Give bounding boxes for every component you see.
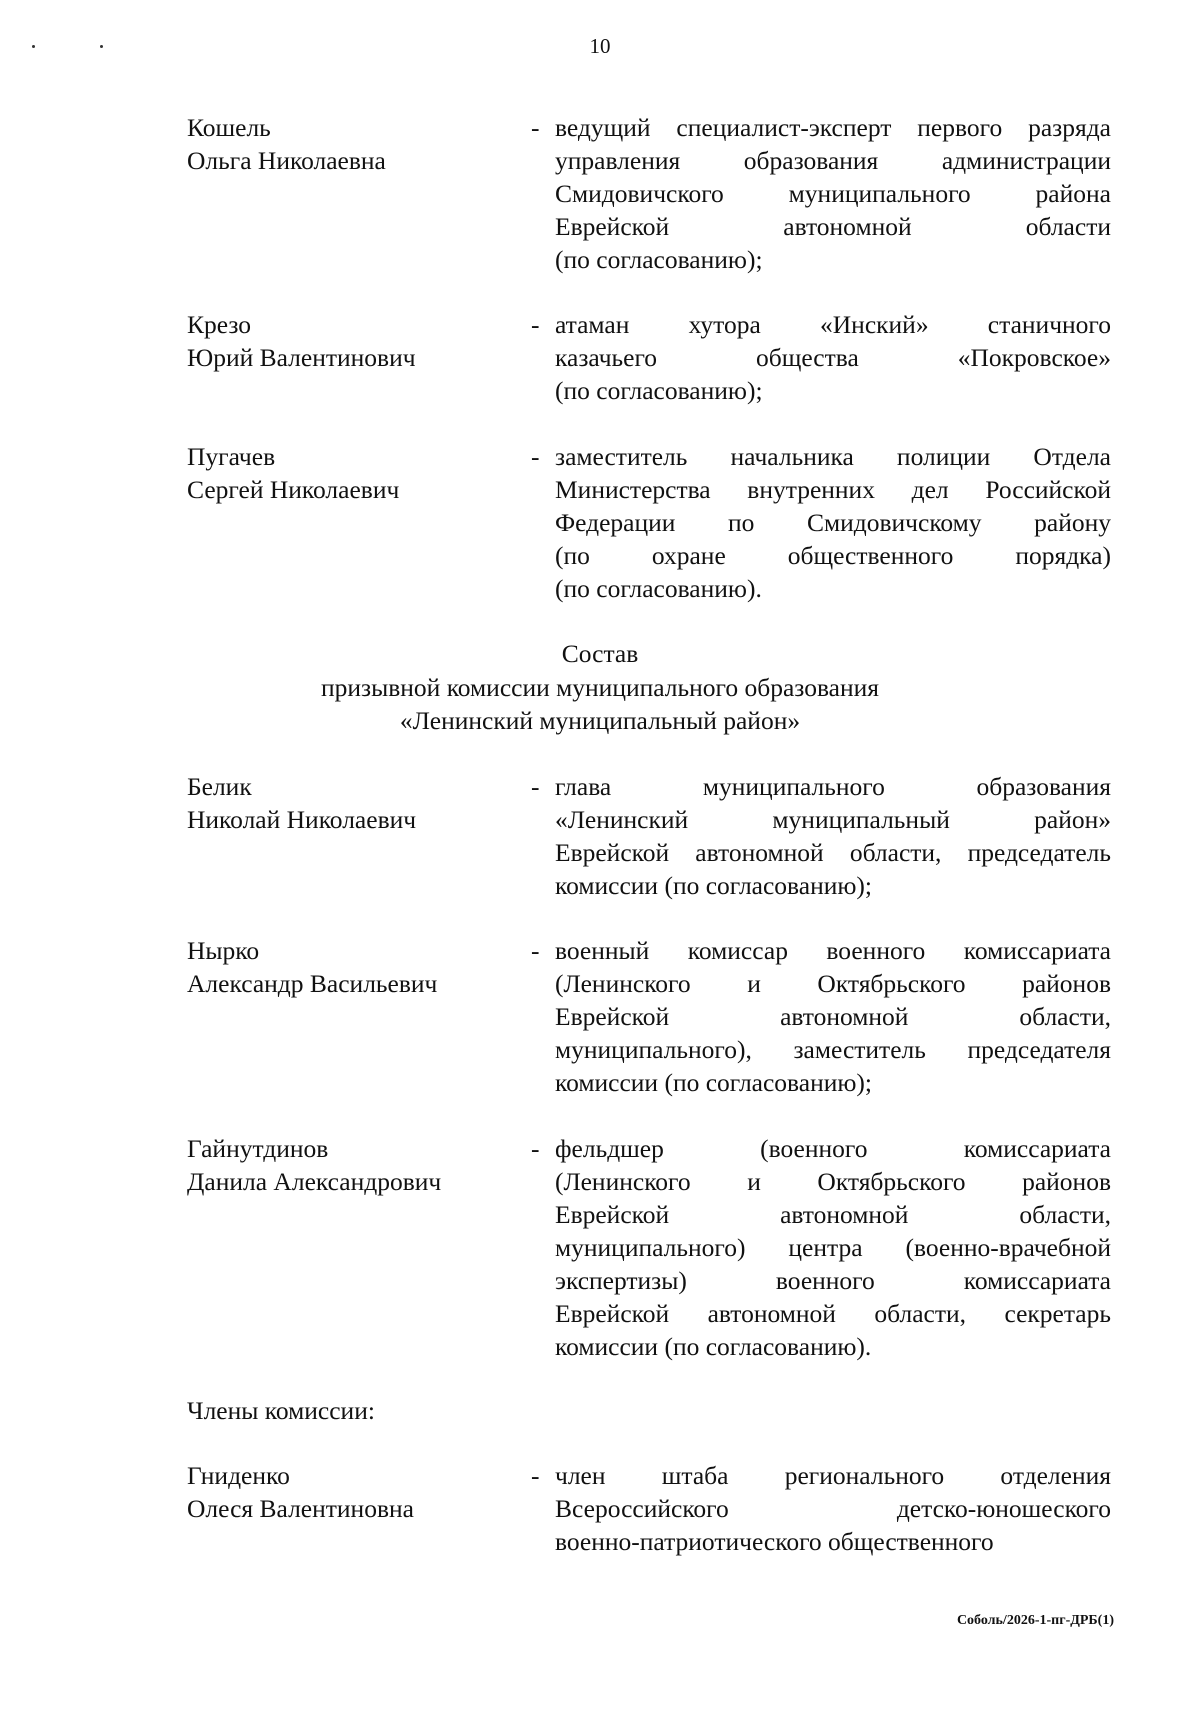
role-line: Еврейской автономной области: [555, 212, 1111, 241]
role-line: комиссии (по согласованию);: [555, 1068, 872, 1097]
member-surname: Гниденко: [187, 1461, 290, 1490]
member-name: [187, 1132, 517, 1198]
role-line: заместитель начальника полиции Отдела: [555, 442, 1111, 471]
member-role: [555, 308, 1111, 407]
role-line: глава муниципального образования: [555, 772, 1111, 801]
member-name: [187, 111, 517, 177]
member-given-names: Сергей Николаевич: [187, 475, 400, 504]
role-line: Министерства внутренних дел Российской: [555, 475, 1111, 504]
member-given-names: Александр Васильевич: [187, 969, 438, 998]
member-surname: Нырко: [187, 936, 260, 965]
role-line: экспертизы) военного комиссариата: [555, 1266, 1111, 1295]
member-name: [187, 934, 517, 1000]
member-role: [555, 1459, 1111, 1558]
role-line: Федерации по Смидовичскому району: [555, 508, 1111, 537]
dash-separator: -: [531, 772, 540, 801]
role-line: фельдшер (военного комиссариата: [555, 1134, 1111, 1163]
member-name: [187, 770, 517, 836]
role-line: военный комиссар военного комиссариата: [555, 936, 1111, 965]
role-line: муниципального) центра (военно-врачебной: [555, 1233, 1111, 1262]
dash-separator: -: [531, 113, 540, 142]
role-line: казачьего общества «Покровское»: [555, 343, 1111, 372]
members-label: Члены комиссии:: [187, 1396, 375, 1425]
member-role: [555, 1132, 1111, 1363]
dash-separator: -: [531, 442, 540, 471]
member-name: [187, 440, 517, 506]
dash-separator: -: [531, 936, 540, 965]
document-code: Соболь/2026-1-пг-ДРБ(1): [956, 1613, 1114, 1628]
role-line: Смидовичского муниципального района: [555, 179, 1111, 208]
role-line: военно-патриотического общественного: [555, 1527, 994, 1556]
member-surname: Гайнутдинов: [187, 1134, 329, 1163]
role-line: Еврейской автономной области, председатель: [555, 838, 1111, 867]
member-role: [555, 111, 1111, 276]
role-line: комиссии (по согласованию).: [555, 1332, 872, 1361]
member-role: [555, 934, 1111, 1099]
role-line: ведущий специалист-эксперт первого разряда: [555, 113, 1111, 142]
role-line: (по согласованию);: [555, 376, 763, 405]
member-given-names: Олеся Валентиновна: [187, 1494, 414, 1523]
role-line: «Ленинский муниципальный район»: [555, 805, 1111, 834]
section-heading-subtitle: призывной комиссии муниципального образования: [320, 673, 880, 702]
role-line: (по согласованию);: [555, 245, 763, 274]
role-line: управления образования администрации: [555, 146, 1111, 175]
section-heading-district: «Ленинский муниципальный район»: [399, 706, 801, 735]
member-surname: Белик: [187, 772, 252, 801]
member-role: [555, 440, 1111, 605]
role-line: Всероссийского детско-юношеского: [555, 1494, 1111, 1523]
member-given-names: Юрий Валентинович: [187, 343, 416, 372]
role-line: (Ленинского и Октябрьского районов: [555, 969, 1111, 998]
member-surname: Пугачев: [187, 442, 276, 471]
member-name: [187, 1459, 517, 1525]
member-name: [187, 308, 517, 374]
member-given-names: Ольга Николаевна: [187, 146, 386, 175]
role-line: комиссии (по согласованию);: [555, 871, 872, 900]
role-line: (по согласованию).: [555, 574, 762, 603]
dash-separator: -: [531, 1461, 540, 1490]
section-heading-title: Состав: [561, 639, 639, 668]
role-line: Еврейской автономной области,: [555, 1002, 1111, 1031]
role-line: Еврейской автономной области,: [555, 1200, 1111, 1229]
member-given-names: Данила Александрович: [187, 1167, 442, 1196]
role-line: Еврейской автономной области, секретарь: [555, 1299, 1111, 1328]
role-line: атаман хутора «Инский» станичного: [555, 310, 1111, 339]
member-surname: Кошель: [187, 113, 271, 142]
role-line: член штаба регионального отделения: [555, 1461, 1111, 1490]
dash-separator: -: [531, 1134, 540, 1163]
role-line: (по охране общественного порядка): [555, 541, 1111, 570]
member-given-names: Николай Николаевич: [187, 805, 417, 834]
dash-separator: -: [531, 310, 540, 339]
role-line: муниципального), заместитель председателя: [555, 1035, 1111, 1064]
member-surname: Крезо: [187, 310, 252, 339]
page-number: 10: [589, 34, 611, 58]
role-line: (Ленинского и Октябрьского районов: [555, 1167, 1111, 1196]
member-role: [555, 770, 1111, 902]
